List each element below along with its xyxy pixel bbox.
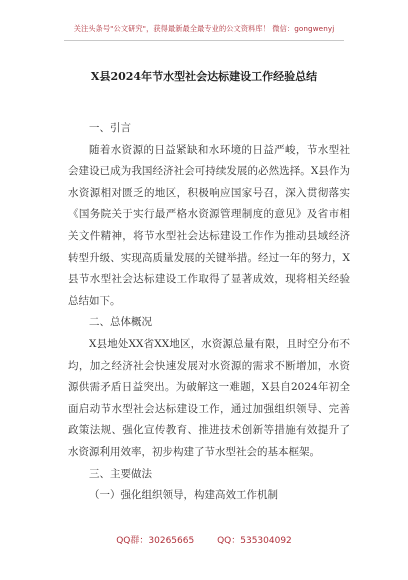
document-title: X县2024年节水型社会达标建设工作经验总结 xyxy=(90,70,318,83)
subsection-heading-organization: （一）强化组织领导，构建高效工作机制 xyxy=(89,489,278,502)
paragraph-intro: 随着水资源的日益紧缺和水环境的日益严峻，节水型社会建设已成为我国经济社会可持续发展的必然选择。X县作为水资源相对匮乏的地区，积极响应国家号召，深入贯彻落实《国务院关于实行最严格水资源管理制度的意见》及省市相关文件精神，将节水型社会达标建设工作作为推动县域经济转型升级、实现高质量发展的关键举措。经过一年的努力，X县节水型社会达标建设工作取得了显著成效，现将相关经验总结如下。 xyxy=(68,143,350,307)
header-divider xyxy=(64,40,344,41)
footer-contacts xyxy=(0,533,408,546)
header-banner: 关注头条号"公文研究"，获得最新最全最专业的公文资料库！ 微信：gongwenyj xyxy=(73,24,335,33)
paragraph-overview: X县地处XX省XX地区，水资源总量有限，且时空分布不均，加之经济社会快速发展对水资源的需求不断增加，水资源供需矛盾日益突出。为破解这一难题，X县自2024年初全面启动节水型社会达标建设工作，通过加强组织领导、完善政策法规、强化宣传教育、推进技术创新等措施有效提升了水资源利用效率，初步构建了节水型社会的基本框架。 xyxy=(68,337,350,458)
section-heading-overview: 二、总体概况 xyxy=(89,316,152,329)
footer-qq: QQ：535304092 xyxy=(217,536,292,546)
section-heading-intro: 一、引言 xyxy=(89,122,131,134)
section-heading-methods: 三、主要做法 xyxy=(89,467,152,480)
footer-qq-group: QQ群：30265665 xyxy=(116,536,195,546)
document-body xyxy=(68,118,350,507)
